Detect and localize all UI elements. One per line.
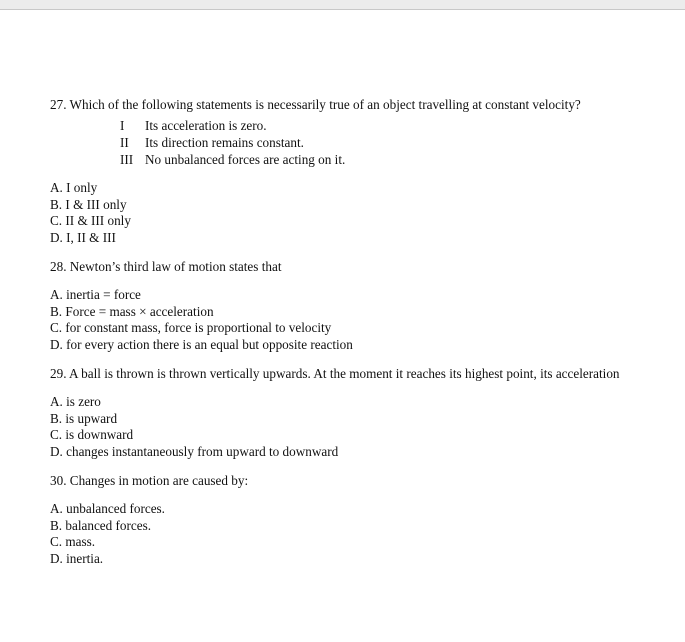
option-c: C. is downward xyxy=(50,427,134,442)
question-28 xyxy=(50,258,640,353)
question-30 xyxy=(50,472,640,567)
option-list xyxy=(50,287,640,353)
window-top-bar xyxy=(0,0,685,10)
question-text: 27. Which of the following statements is necessarily true of an object travelling at constant velocity? xyxy=(50,97,581,112)
statement-numeral: I xyxy=(120,118,125,133)
option-b: B. I & III only xyxy=(50,196,127,212)
option-a: A. I only xyxy=(50,180,98,195)
question-text: 29. A ball is thrown is thrown vertically upwards. At the moment it reaches its highest point, its acceleration xyxy=(50,366,620,381)
question-27 xyxy=(50,96,640,246)
option-a: A. inertia = force xyxy=(50,287,141,302)
option-a: A. is zero xyxy=(50,394,101,409)
statement-text: No unbalanced forces are acting on it. xyxy=(145,152,346,167)
option-d: D. inertia. xyxy=(50,550,104,566)
statement-item xyxy=(120,151,640,168)
option-b: B. Force = mass × acceleration xyxy=(50,303,214,319)
option-d: D. I, II & III xyxy=(50,229,116,245)
option-list xyxy=(50,394,640,460)
option-b: B. balanced forces. xyxy=(50,517,152,533)
question-29 xyxy=(50,365,640,460)
option-c: C. mass. xyxy=(50,534,96,549)
option-d: D. for every action there is an equal but opposite reaction xyxy=(50,336,353,352)
statement-item xyxy=(120,134,640,151)
option-a: A. unbalanced forces. xyxy=(50,501,165,516)
statement-text: Its acceleration is zero. xyxy=(145,118,267,133)
statement-numeral: II xyxy=(120,135,129,150)
option-c: C. for constant mass, force is proportional to velocity xyxy=(50,320,332,335)
option-list xyxy=(50,180,640,246)
question-text: 30. Changes in motion are caused by: xyxy=(50,473,249,488)
statement-numeral: III xyxy=(120,152,134,167)
statement-text: Its direction remains constant. xyxy=(145,135,304,150)
statement-list xyxy=(120,117,640,168)
document-page xyxy=(50,96,640,567)
question-text: 28. Newton’s third law of motion states that xyxy=(50,259,282,274)
statement-item xyxy=(120,117,640,134)
option-list xyxy=(50,501,640,567)
option-d: D. changes instantaneously from upward to downward xyxy=(50,443,339,459)
option-b: B. is upward xyxy=(50,410,118,426)
option-c: C. II & III only xyxy=(50,213,131,228)
